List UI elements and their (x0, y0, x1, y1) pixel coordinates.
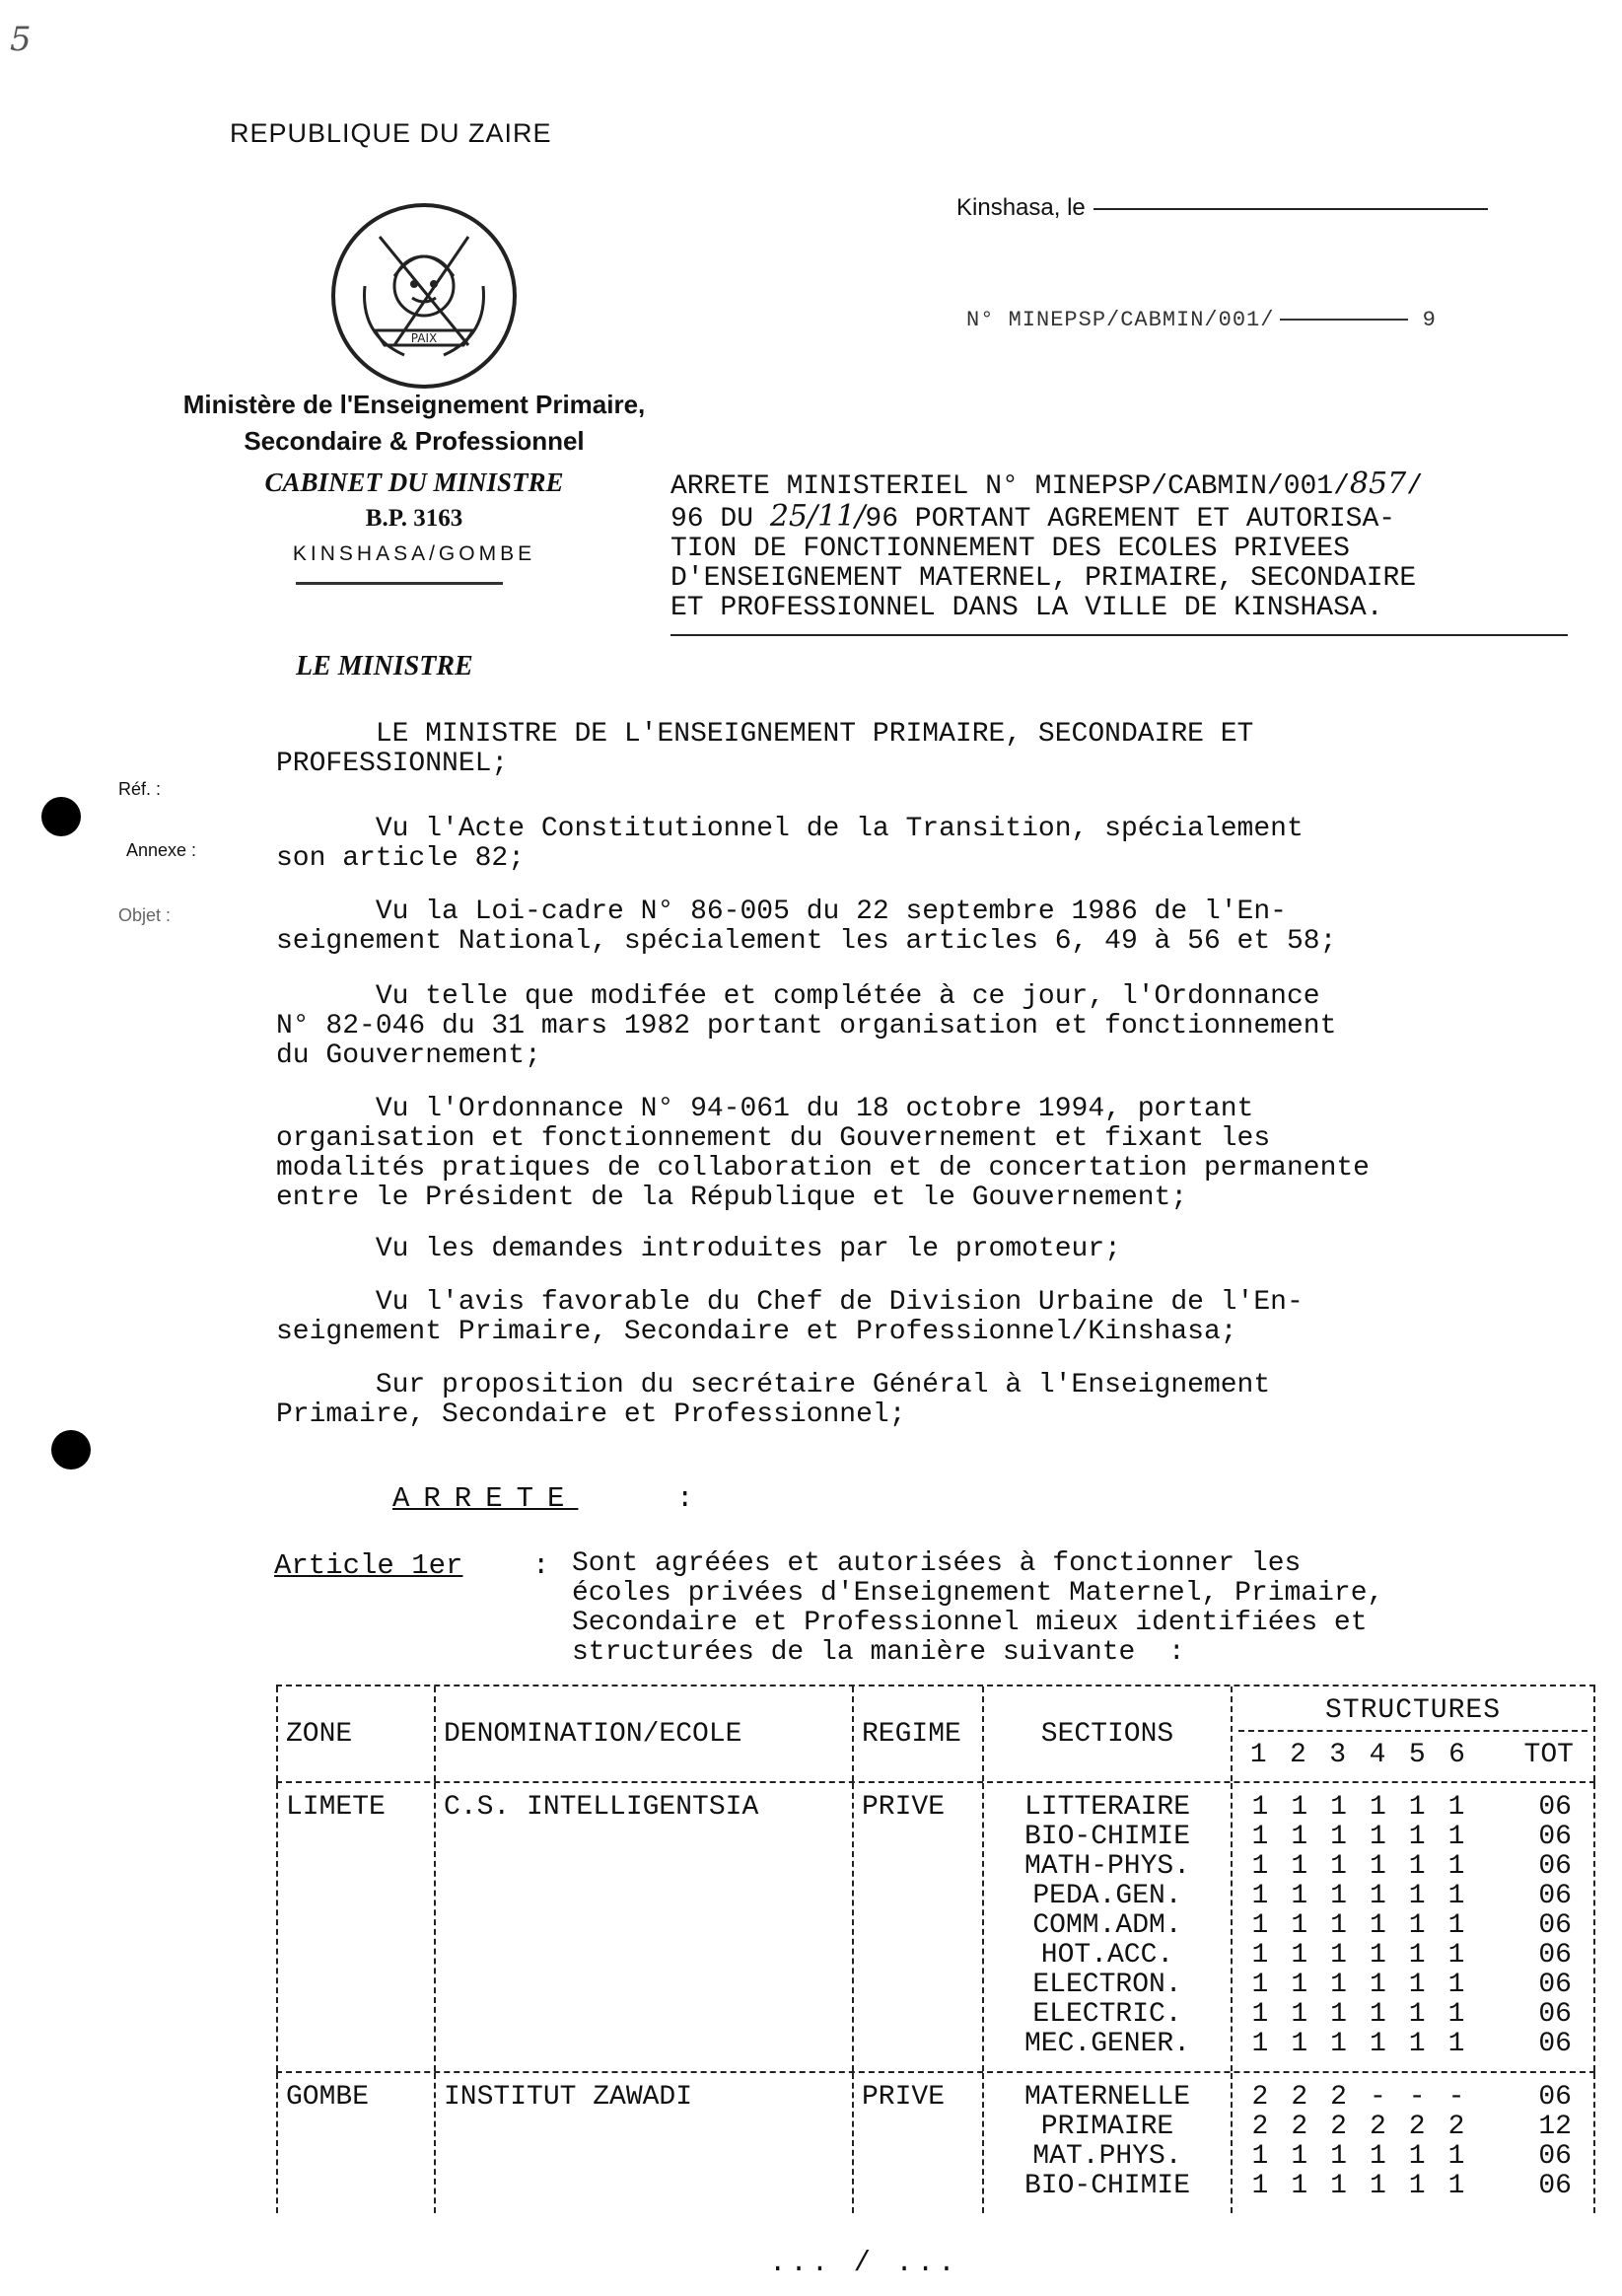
structure-count: 1 (1369, 1822, 1386, 1852)
structure-counts-line (1240, 1971, 1586, 2000)
structure-count: 1 (1291, 2141, 1308, 2172)
structure-count: 1 (1447, 1999, 1465, 2030)
structure-count: 1 (1291, 2171, 1308, 2201)
place-label: Kinshasa, le (956, 194, 1086, 221)
preamble-paragraph: Vu l'avis favorable du Chef de Division Urbaine de l'En- seignement Primaire, Secondaire et Professionnel/Kinshasa; (276, 1287, 1304, 1347)
structure-counts-line (1240, 1823, 1586, 1852)
article-1-colon: : (532, 1549, 550, 1582)
header-structures (1231, 1686, 1595, 1781)
structure-count: 1 (1251, 1881, 1269, 1911)
structure-count: 2 (1251, 2112, 1269, 2142)
structure-count: 1 (1408, 2029, 1426, 2059)
decree-title-underline (670, 634, 1568, 636)
structure-count: 1 (1369, 2171, 1386, 2201)
preamble-paragraph: Vu la Loi-cadre N° 86-005 du 22 septembre 1986 de l'En- seignement National, spécialement les articles 6, 49 à 56 et 58; (276, 897, 1337, 957)
structure-count: 1 (1408, 2141, 1426, 2172)
structure-counts-line (1240, 2113, 1586, 2142)
structure-count: 1 (1369, 2141, 1386, 2172)
handwritten-number: 857 (1349, 466, 1407, 501)
structure-count: 2 (1330, 2082, 1347, 2113)
annexe-label: Annexe : (126, 840, 197, 860)
structure-counts-line (1240, 2172, 1586, 2201)
structure-count: 1 (1447, 1940, 1465, 1971)
structure-count: 1 (1447, 1970, 1465, 2000)
structure-count: 2 (1291, 2112, 1308, 2142)
section-name: BIO-CHIMIE (1023, 1822, 1191, 1852)
structure-counts-line (1240, 2000, 1586, 2030)
structure-count: 1 (1251, 1940, 1269, 1971)
schools-table (276, 1685, 1595, 2213)
national-seal-icon (325, 197, 523, 395)
structure-count: - (1408, 2082, 1426, 2113)
table-row (276, 1781, 1595, 2071)
punch-hole-icon (41, 797, 81, 836)
structure-count: 1 (1447, 1822, 1465, 1852)
structure-total: 06 (1538, 1792, 1572, 1823)
zone-cell: GOMBE (276, 2073, 434, 2213)
section-name: PEDA.GEN. (1032, 1881, 1182, 1911)
continuation-marker: ... / ... (769, 2247, 959, 2279)
section-name: ELECTRON. (1032, 1970, 1182, 2000)
structure-count: 1 (1251, 1851, 1269, 1882)
regime-cell: PRIVE (852, 1783, 982, 2071)
section-name: BIO-CHIMIE (1023, 2171, 1191, 2201)
structure-count: 1 (1408, 1940, 1426, 1971)
section-name: ELECTRIC. (1032, 1999, 1182, 2030)
preamble-paragraph: Vu l'Ordonnance N° 94-061 du 18 octobre 1994, portant organisation et fonctionnement du Gouvernement et fixant les modalités pratiques de collaboration et de concertation permanente entre le Président de la République et le Gouvernement; (276, 1094, 1370, 1213)
sections-cell (982, 1783, 1231, 2071)
structure-count: 2 (1291, 2082, 1308, 2113)
structure-count: 1 (1447, 1910, 1465, 1941)
decree-title-line1: ARRETE MINISTERIEL N° MINEPSP/CABMIN/001/857/ (670, 466, 1423, 502)
section-name: LITTERAIRE (1023, 1792, 1191, 1823)
structure-count: 1 (1408, 1999, 1426, 2030)
place-date-field (956, 194, 1488, 222)
structure-counts-line (1240, 2083, 1586, 2113)
ref-number-text: N° MINEPSP/CABMIN/001/ (966, 308, 1275, 332)
decree-title-line2: 96 DU 25/11/96 PORTANT AGREMENT ET AUTORISA- (670, 499, 1396, 535)
structure-count: 1 (1330, 1822, 1347, 1852)
decree-title-line3: TION DE FONCTIONNEMENT DES ECOLES PRIVEES (670, 534, 1350, 564)
le-ministre-heading: LE MINISTRE (296, 651, 473, 682)
preamble-paragraph: Vu telle que modifée et complétée à ce jour, l'Ordonnance N° 82-046 du 31 mars 1982 portant organisation et fonctionnement du Gouvernement; (276, 981, 1337, 1071)
ref-suffix: 9 (1422, 308, 1437, 332)
structure-count: 1 (1291, 1822, 1308, 1852)
structure-count: 2 (1408, 2112, 1426, 2142)
structure-count: 1 (1408, 1910, 1426, 1941)
structure-total: 06 (1538, 1881, 1572, 1911)
structure-count: 1 (1291, 1940, 1308, 1971)
letterhead-divider (296, 582, 503, 585)
structure-total: 06 (1538, 1999, 1572, 2030)
structure-total: 06 (1538, 2141, 1572, 2172)
structure-count: - (1447, 2082, 1465, 2113)
structure-count: - (1369, 2082, 1386, 2113)
ref-blank-line (1280, 319, 1408, 321)
structure-count: 2 (1447, 2112, 1465, 2142)
preamble-paragraph: Vu les demandes introduites par le promoteur; (276, 1234, 1121, 1264)
structures-title: STRUCTURES (1238, 1692, 1587, 1732)
structure-count: 1 (1291, 1970, 1308, 2000)
structures-cell (1231, 2073, 1595, 2213)
header-denomination: DENOMINATION/ECOLE (434, 1686, 852, 1781)
structure-count: 1 (1291, 1999, 1308, 2030)
decree-title-line4: D'ENSEIGNEMENT MATERNEL, PRIMAIRE, SECONDAIRE (670, 563, 1417, 594)
structure-count: 1 (1291, 1881, 1308, 1911)
decree-title (670, 466, 1423, 623)
structure-counts-line (1240, 1882, 1586, 1911)
structure-count: 1 (1408, 1970, 1426, 2000)
structure-count: 1 (1251, 1970, 1269, 2000)
postal-box: B.P. 3163 (365, 505, 463, 532)
preamble-paragraph: Sur proposition du secrétaire Général à l'Enseignement Primaire, Secondaire et Professionnel; (276, 1370, 1271, 1430)
handwritten-date: 25/11/ (769, 499, 866, 534)
structure-counts-line (1240, 1911, 1586, 1941)
sections-cell (982, 2073, 1231, 2213)
regime-cell: PRIVE (852, 2073, 982, 2213)
structure-count: 2 (1330, 2112, 1347, 2142)
preamble-paragraph: LE MINISTRE DE L'ENSEIGNEMENT PRIMAIRE, SECONDAIRE ET PROFESSIONNEL; (276, 719, 1254, 779)
structure-count: 1 (1291, 2029, 1308, 2059)
handwritten-year: 96 (670, 504, 704, 535)
structure-total: 06 (1538, 1822, 1572, 1852)
structure-count: 1 (1291, 1910, 1308, 1941)
structure-count: 1 (1369, 1881, 1386, 1911)
structure-total: 06 (1538, 2082, 1572, 2113)
structure-count: 1 (1330, 1881, 1347, 1911)
ministry-line1: Ministère de l'Enseignement Primaire, (182, 390, 646, 419)
structures-cell (1231, 1783, 1595, 2071)
preamble-paragraph: Vu l'Acte Constitutionnel de la Transition, spécialement son article 82; (276, 814, 1304, 874)
header-sections: SECTIONS (982, 1686, 1231, 1781)
school-name-cell: C.S. INTELLIGENTSIA (434, 1783, 852, 2071)
structure-total: 06 (1538, 1851, 1572, 1882)
city-label: KINSHASA/GOMBE (292, 542, 536, 565)
date-blank-line (1093, 208, 1488, 210)
structure-count: 1 (1369, 1910, 1386, 1941)
structure-count: 1 (1447, 1851, 1465, 1882)
structure-count: 1 (1291, 1851, 1308, 1882)
objet-label: Objet : (118, 905, 172, 925)
section-name: MEC.GENER. (1023, 2029, 1191, 2059)
svg-text:PAIX: PAIX (410, 331, 438, 345)
structure-count: 1 (1330, 1851, 1347, 1882)
structure-count: 1 (1447, 1792, 1465, 1823)
table-header-row (276, 1685, 1595, 1781)
structure-count: 1 (1330, 2141, 1347, 2172)
structure-count: 1 (1408, 1822, 1426, 1852)
structure-count: 1 (1369, 1851, 1386, 1882)
structure-counts-line (1240, 1793, 1586, 1823)
table-row (276, 2071, 1595, 2213)
margin-scribble: 5 (10, 20, 32, 59)
structure-count: 1 (1251, 2171, 1269, 2201)
structure-count: 1 (1447, 2171, 1465, 2201)
cabinet-label: CABINET DU MINISTRE (264, 467, 564, 497)
structure-count: 1 (1408, 2171, 1426, 2201)
structures-columns: 1 2 3 4 5 6 TOT (1249, 1740, 1574, 1770)
ministry-name (138, 387, 690, 460)
structure-count: 1 (1330, 1940, 1347, 1971)
section-name: MAT.PHYS. (1032, 2141, 1182, 2172)
structure-count: 1 (1408, 1881, 1426, 1911)
structure-counts-line (1240, 2142, 1586, 2172)
structure-count: 1 (1408, 1792, 1426, 1823)
structure-count: 1 (1330, 1910, 1347, 1941)
structure-total: 06 (1538, 2029, 1572, 2059)
section-name: COMM.ADM. (1032, 1910, 1182, 1941)
structure-count: 1 (1251, 1822, 1269, 1852)
structure-count: 1 (1369, 1999, 1386, 2030)
header-zone: ZONE (276, 1686, 434, 1781)
article-1-text: Sont agréées et autorisées à fonctionner les écoles privées d'Enseignement Maternel, Primaire, Secondaire et Professionnel mieux identifiées et structurées de la manière suivante : (572, 1548, 1384, 1668)
structure-count: 1 (1330, 1792, 1347, 1823)
structure-count: 2 (1251, 2082, 1269, 2113)
structure-count: 1 (1369, 1970, 1386, 2000)
structure-count: 1 (1408, 1851, 1426, 1882)
structure-count: 1 (1251, 2141, 1269, 2172)
section-name: MATERNELLE (1023, 2082, 1191, 2113)
structure-count: 1 (1369, 1940, 1386, 1971)
structure-count: 1 (1369, 1792, 1386, 1823)
structure-count: 1 (1330, 1970, 1347, 2000)
section-name: PRIMAIRE (1040, 2112, 1174, 2142)
country-name: REPUBLIQUE DU ZAIRE (230, 118, 552, 148)
punch-hole-icon (51, 1430, 91, 1470)
structure-total: 06 (1538, 2171, 1572, 2201)
structure-count: 1 (1447, 2141, 1465, 2172)
structure-count: 1 (1330, 1999, 1347, 2030)
structure-count: 1 (1291, 1792, 1308, 1823)
structure-count: 2 (1369, 2112, 1386, 2142)
structure-count: 1 (1369, 2029, 1386, 2059)
structure-count: 1 (1251, 1792, 1269, 1823)
header-regime: REGIME (852, 1686, 982, 1781)
structure-count: 1 (1251, 1999, 1269, 2030)
school-name-cell: INSTITUT ZAWADI (434, 2073, 852, 2213)
decree-title-line5: ET PROFESSIONNEL DANS LA VILLE DE KINSHASA. (670, 593, 1383, 623)
structure-total: 06 (1538, 1940, 1572, 1971)
article-1-label: Article 1er (274, 1549, 463, 1582)
section-name: MATH-PHYS. (1023, 1851, 1191, 1882)
structure-count: 1 (1330, 2171, 1347, 2201)
structure-count: 1 (1330, 2029, 1347, 2059)
structure-count: 1 (1251, 1910, 1269, 1941)
structure-total: 12 (1538, 2112, 1572, 2142)
structure-counts-line (1240, 1941, 1586, 1971)
ref-label: Réf. : (118, 779, 162, 799)
structure-count: 1 (1251, 2029, 1269, 2059)
structure-total: 06 (1538, 1910, 1572, 1941)
structure-count: 1 (1447, 2029, 1465, 2059)
structure-total: 06 (1538, 1970, 1572, 2000)
reference-number (966, 308, 1437, 332)
structure-count: 1 (1447, 1881, 1465, 1911)
arrete-colon: : (676, 1482, 694, 1515)
arrete-heading: ARRETE (392, 1482, 579, 1515)
zone-cell: LIMETE (276, 1783, 434, 2071)
ministry-line2: Secondaire & Professionnel (244, 426, 585, 456)
structure-counts-line (1240, 2030, 1586, 2059)
section-name: HOT.ACC. (1040, 1940, 1174, 1971)
structure-counts-line (1240, 1852, 1586, 1882)
